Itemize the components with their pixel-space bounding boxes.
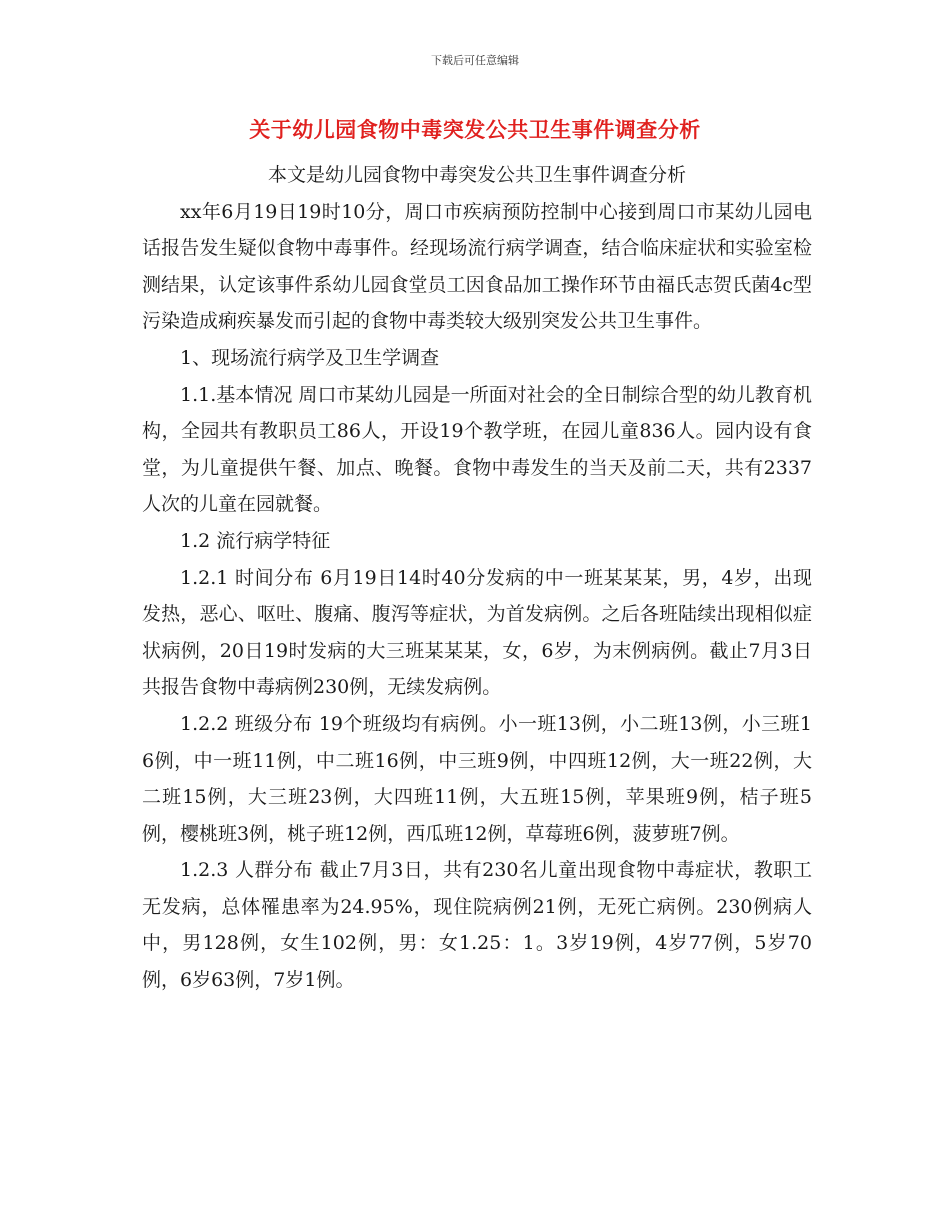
header-note: 下载后可任意编辑: [431, 54, 519, 67]
section-heading-1-2: 1.2 流行病学特征: [180, 529, 331, 552]
document-title: 关于幼儿园食物中毒突发公共卫生事件调查分析: [249, 118, 701, 142]
paragraph-time-distribution: 1.2.1 时间分布 6月19日14时40分发病的中一班某某某，男，4岁，出现发热，恶心、呕吐、腹痛、腹泻等症状，为首发病例。之后各班陆续出现相似症状病例，20日19时发病的大三班某某某，女，6岁，为末例病例。截止7月3日共报告食物中毒病例230例，无续发病例。: [142, 566, 812, 699]
paragraph-intro: xx年6月19日19时10分，周口市疾病预防控制中心接到周口市某幼儿园电话报告发生疑似食物中毒事件。经现场流行病学调查，结合临床症状和实验室检测结果，认定该事件系幼儿园食堂员工因食品加工操作环节由福氏志贺氏菌4c型污染造成痢疾暴发而引起的食物中毒类较大级别突发公共卫生事件。: [142, 200, 812, 333]
document-body: [142, 157, 812, 999]
paragraph-class-distribution: 1.2.2 班级分布 19个班级均有病例。小一班13例，小二班13例，小三班16例，中一班11例，中二班16例，中三班9例，中四班12例，大一班22例，大二班15例，大三班23例，大四班11例，大五班15例，苹果班9例，桔子班5例，樱桃班3例，桃子班12例，西瓜班12例，草莓班6例，菠萝班7例。: [142, 712, 812, 845]
paragraph-basic-info: 1.1.基本情况 周口市某幼儿园是一所面对社会的全日制综合型的幼儿教育机构，全园共有教职员工86人，开设19个教学班，在园儿童836人。园内设有食堂，为儿童提供午餐、加点、晚餐。食物中毒发生的当天及前二天，共有2337人次的儿童在园就餐。: [142, 383, 812, 516]
document-subtitle: 本文是幼儿园食物中毒突发公共卫生事件调查分析: [267, 164, 686, 186]
section-heading-1: 1、现场流行病学及卫生学调查: [180, 346, 440, 369]
paragraph-population-distribution: 1.2.3 人群分布 截止7月3日，共有230名儿童出现食物中毒症状，教职工无发病，总体罹患率为24.95%，现住院病例21例，无死亡病例。230例病人中，男128例，女生102例，男：女1.25：1。3岁19例，4岁77例，5岁70例，6岁63例，7岁1例。: [142, 859, 812, 992]
